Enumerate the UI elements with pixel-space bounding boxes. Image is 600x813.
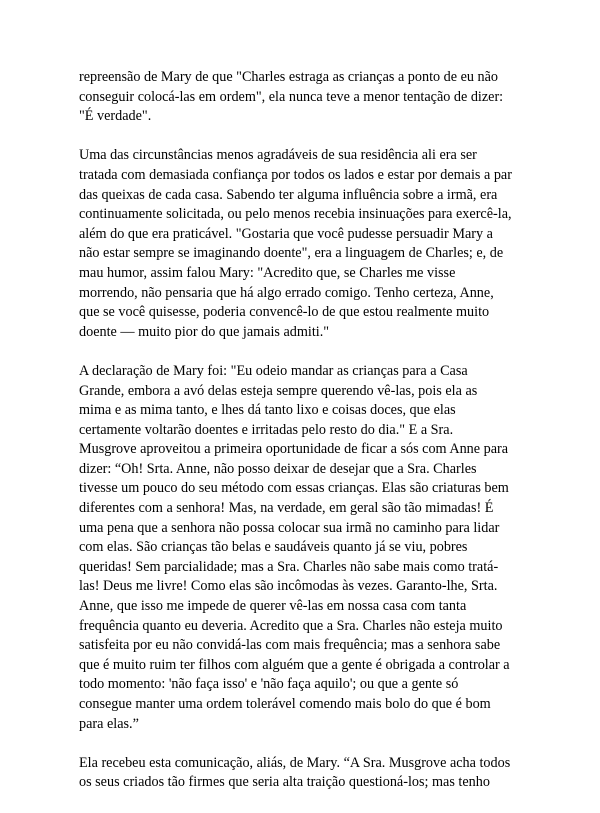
text-line: todo momento: 'não faça isso' e 'não faça aquilo'; ou que a gente só: [79, 676, 459, 693]
paragraph-2: [79, 146, 549, 342]
text-line: certamente voltarão doentes e irritadas pelo resto do dia." E a Sra.: [79, 421, 454, 438]
text-line: dizer: “Oh! Srta. Anne, não posso deixar de desejar que a Sra. Charles: [79, 460, 477, 477]
text-line: A declaração de Mary foi: "Eu odeio mandar as crianças para a Casa: [79, 362, 468, 379]
text-line: com elas. São crianças tão belas e saudáveis quanto já se viu, pobres: [79, 539, 468, 556]
text-line: tivesse um pouco do seu método com essas crianças. Elas são criaturas bem: [79, 480, 509, 497]
text-line: das queixas de cada casa. Sabendo ter alguma influência sobre a irmã, era: [79, 186, 498, 203]
text-line: las! Deus me livre! Como elas são incômodas às vezes. Garanto-lhe, Srta.: [79, 578, 498, 595]
text-line: Anne, que isso me impede de querer vê-las em nossa casa com tanta: [79, 598, 467, 615]
text-line: tratada com demasiada confiança por todos os lados e estar por demais a par: [79, 166, 512, 183]
text-line: frequência quanto eu deveria. Acredito que a Sra. Charles não esteja muito: [79, 617, 503, 634]
text-line: Grande, embora a avó delas esteja sempre querendo vê-las, pois ela as: [79, 382, 478, 399]
text-line: mau humor, assim falou Mary: "Acredito que, se Charles me visse: [79, 264, 456, 281]
text-line: repreensão de Mary de que "Charles estraga as crianças a ponto de eu não: [79, 69, 499, 85]
text-line: morrendo, não pensaria que há algo errado comigo. Tenho certeza, Anne,: [79, 284, 494, 301]
text-line: diferentes com a senhora! Mas, na verdade, em geral são tão mimadas! É: [79, 500, 494, 517]
text-line: os seus criados tão firmes que seria alta traição questioná-los; mas tenho: [79, 774, 490, 791]
text-line: além do que era praticável. "Gostaria que você pudesse persuadir Mary a: [79, 225, 493, 242]
text-line: para elas.”: [79, 715, 139, 732]
text-line: uma pena que a senhora não possa colocar sua irmã no caminho para lidar: [79, 519, 500, 536]
text-line: Musgrove aproveitou a primeira oportunidade de ficar a sós com Anne para: [79, 441, 509, 458]
text-line: satisfeita por eu não convidá-las com mais frequência; mas a senhora sabe: [79, 637, 501, 654]
text-line: que se você quisesse, poderia convencê-lo de que estou realmente muito: [79, 304, 490, 321]
text-line: conseguir colocá-las em ordem", ela nunca teve a menor tentação de dizer:: [79, 88, 504, 105]
text-line: doente — muito pior do que jamais admiti.": [79, 323, 330, 340]
text-line: continuamente solicitada, ou pelo menos recebia insinuações para exercê-la,: [79, 206, 512, 223]
text-line: Ela recebeu esta comunicação, aliás, de Mary. “A Sra. Musgrove acha todos: [79, 754, 511, 771]
paragraph-1: [79, 68, 549, 127]
text-line: consegue manter uma ordem tolerável comendo mais bolo do que é bom: [79, 696, 491, 712]
text-line: não estar sempre se imaginando doente", era a linguagem de Charles; e, de: [79, 245, 504, 262]
text-line: mima e as mima tanto, e lhes dá tanto lixo e coisas doces, que elas: [79, 402, 456, 419]
paragraph-3: [79, 362, 549, 734]
text-line: queridas! Sem parcialidade; mas a Sra. Charles não sabe mais como tratá-: [79, 558, 499, 575]
text-line: que é muito ruim ter filhos com alguém que a gente é obrigada a controlar a: [79, 656, 510, 673]
text-line: "É verdade".: [79, 108, 152, 125]
text-line: Uma das circunstâncias menos agradáveis de sua residência ali era ser: [79, 147, 477, 164]
document-page: [79, 68, 549, 813]
paragraph-4: [79, 754, 549, 793]
